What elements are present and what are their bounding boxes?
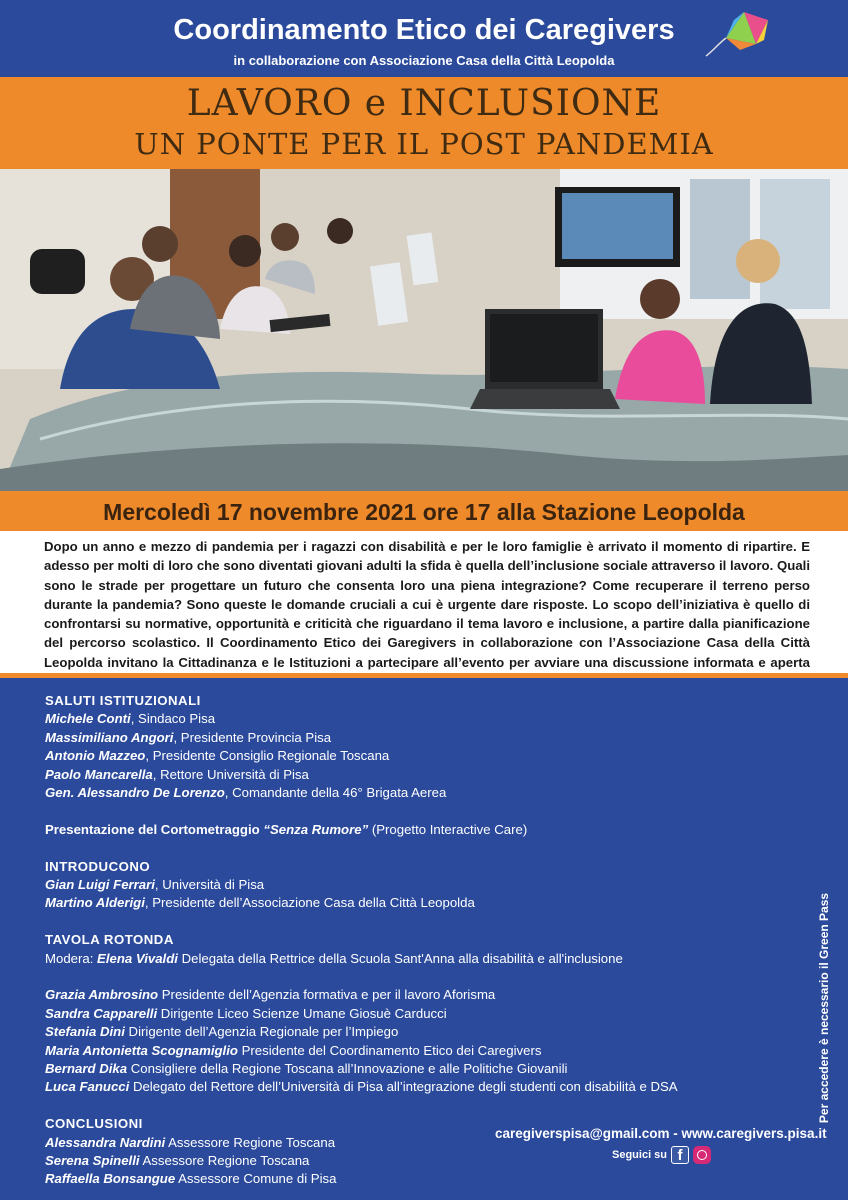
org-name: Coordinamento Etico dei Caregivers bbox=[173, 14, 675, 46]
presentation-line bbox=[45, 821, 765, 839]
speaker-name: Raffaella Bonsangue bbox=[45, 1171, 176, 1187]
program-entry bbox=[45, 894, 765, 912]
program-entry bbox=[45, 1042, 765, 1060]
title-line-1: LAVORO e INCLUSIONE bbox=[186, 83, 662, 124]
follow-label: Seguici su bbox=[612, 1149, 668, 1161]
speaker-role: Assessore Regione Toscana bbox=[165, 1134, 336, 1150]
program-entry bbox=[45, 729, 765, 747]
event-photo bbox=[0, 169, 848, 491]
speaker-name: Sandra Capparelli bbox=[45, 1005, 158, 1021]
introducono-list bbox=[45, 876, 765, 913]
moderator-prefix: Modera: bbox=[45, 950, 98, 966]
program-entry bbox=[45, 766, 765, 784]
contact-line[interactable]: caregiverspisa@gmail.com - www.caregivers.pisa.it bbox=[495, 1126, 827, 1141]
moderator-role: Delegata della Rettrice della Scuola Sant'Anna alla disabilità e all'inclusione bbox=[177, 950, 623, 966]
speaker-name: Maria Antonietta Scognamiglio bbox=[45, 1042, 238, 1058]
green-pass-note: Per accedere è necessario il Green Pass bbox=[817, 892, 831, 1124]
presentation-note: (Progetto Interactive Care) bbox=[368, 821, 528, 837]
program-entry bbox=[45, 876, 765, 894]
speaker-name: Antonio Mazzeo bbox=[45, 748, 146, 764]
conclusioni-heading: CONCLUSIONI bbox=[45, 1116, 143, 1132]
introducono-heading: INTRODUCONO bbox=[45, 858, 151, 874]
speaker-name: Alessandra Nardini bbox=[45, 1134, 166, 1150]
title-band bbox=[0, 77, 848, 169]
speaker-role: Dirigente dell’Agenzia Regionale per l’Impiego bbox=[124, 1024, 399, 1040]
kite-logo-icon bbox=[704, 10, 770, 60]
presentation-title: “Senza Rumore” bbox=[263, 821, 369, 837]
speaker-role: , Presidente Consiglio Regionale Toscana bbox=[145, 748, 390, 764]
speaker-role: Presidente dell’Agenzia formativa e per il lavoro Aforisma bbox=[158, 987, 496, 1003]
speaker-role: Dirigente Liceo Scienze Umane Giosuè Carducci bbox=[157, 1005, 447, 1021]
program-entry bbox=[45, 747, 765, 765]
speaker-role: , Rettore Università di Pisa bbox=[152, 766, 309, 782]
speaker-role: , Presidente dell’Associazione Casa della Città Leopolda bbox=[144, 895, 475, 911]
program-entry bbox=[45, 986, 765, 1004]
program-entry bbox=[45, 1170, 765, 1188]
speaker-role: Delegato del Rettore dell’Università di Pisa all’integrazione degli studenti con disabilità e DSA bbox=[129, 1079, 678, 1095]
speaker-name: Serena Spinelli bbox=[45, 1153, 140, 1169]
panel-list bbox=[45, 986, 765, 1096]
speaker-role: , Università di Pisa bbox=[154, 877, 265, 893]
presentation-label: Presentazione del Cortometraggio bbox=[45, 821, 264, 837]
date-band bbox=[0, 491, 848, 531]
speaker-role: , Sindaco Pisa bbox=[130, 711, 216, 727]
title-line-2: UN PONTE PER IL POST PANDEMIA bbox=[134, 127, 714, 161]
speaker-name: Michele Conti bbox=[45, 711, 131, 727]
speaker-role: , Comandante della 46° Brigata Aerea bbox=[224, 785, 447, 801]
saluti-list bbox=[45, 710, 765, 802]
speaker-name: Grazia Ambrosino bbox=[45, 987, 159, 1003]
program-entry bbox=[45, 1023, 765, 1041]
event-date: Mercoledì 17 novembre 2021 ore 17 alla Stazione Leopolda bbox=[103, 499, 745, 525]
program-entry bbox=[45, 1078, 765, 1096]
speaker-role: , Presidente Provincia Pisa bbox=[173, 729, 332, 745]
program-entry bbox=[45, 1060, 765, 1078]
program-entry bbox=[45, 784, 765, 802]
tavola-heading: TAVOLA ROTONDA bbox=[45, 932, 174, 948]
speaker-role: Consigliere della Regione Toscana all’Innovazione e alle Politiche Giovanili bbox=[127, 1061, 568, 1077]
collaboration-line: in collaborazione con Associazione Casa della Città Leopolda bbox=[233, 53, 615, 68]
speaker-name: Massimiliano Angori bbox=[45, 729, 174, 745]
speaker-name: Gian Luigi Ferrari bbox=[45, 877, 155, 893]
moderator-line bbox=[45, 950, 765, 968]
speaker-name: Bernard Dika bbox=[45, 1061, 128, 1077]
intro-paragraph: Dopo un anno e mezzo di pandemia per i ragazzi con disabilità e per le loro famiglie è arrivato il momento di ripartire. E adesso per molti di loro che sono diventati giovani adulti la sfida è quella dell’inclusione sociale attraverso il lavoro. Quali sono le strade per progettare un futuro che consenta loro una piena integrazione? Come recuperare il terreno perso durante la pandemia? Sono queste le domande cruciali a cui è urgente dare risposte. Lo scopo dell’iniziativa è quello di confrontarsi su normative, opportunità e criticità che riguardano il tema lavoro e inclusione, a partire dalla pianificazione del percorso scolastico. Il Coordinamento Etico dei Garegivers in collaborazione con l’Associazione Casa della Città Leopolda invitano la Cittadinanza e le Istituzioni a partecipare all’evento per avviare una discussione informata e aperta bbox=[44, 539, 810, 670]
speaker-name: Gen. Alessandro De Lorenzo bbox=[45, 785, 225, 801]
program-list bbox=[45, 692, 765, 1189]
moderator-name: Elena Vivaldi bbox=[97, 950, 178, 966]
speaker-role: Assessore Comune di Pisa bbox=[175, 1171, 337, 1187]
speaker-name: Martino Alderigi bbox=[45, 895, 145, 911]
program-section bbox=[0, 678, 848, 1200]
social-follow bbox=[612, 1146, 711, 1164]
speaker-role: Presidente del Coordinamento Etico dei Caregivers bbox=[237, 1042, 542, 1058]
facebook-icon[interactable]: f bbox=[671, 1146, 689, 1164]
speaker-name: Paolo Mancarella bbox=[45, 766, 153, 782]
header-band bbox=[0, 0, 848, 77]
speaker-role: Assessore Regione Toscana bbox=[139, 1153, 310, 1169]
speaker-name: Stefania Dini bbox=[45, 1024, 125, 1040]
program-entry bbox=[45, 1005, 765, 1023]
instagram-icon[interactable] bbox=[693, 1146, 711, 1164]
program-entry bbox=[45, 710, 765, 728]
saluti-heading: SALUTI ISTITUZIONALI bbox=[45, 693, 201, 708]
speaker-name: Luca Fanucci bbox=[45, 1079, 130, 1095]
